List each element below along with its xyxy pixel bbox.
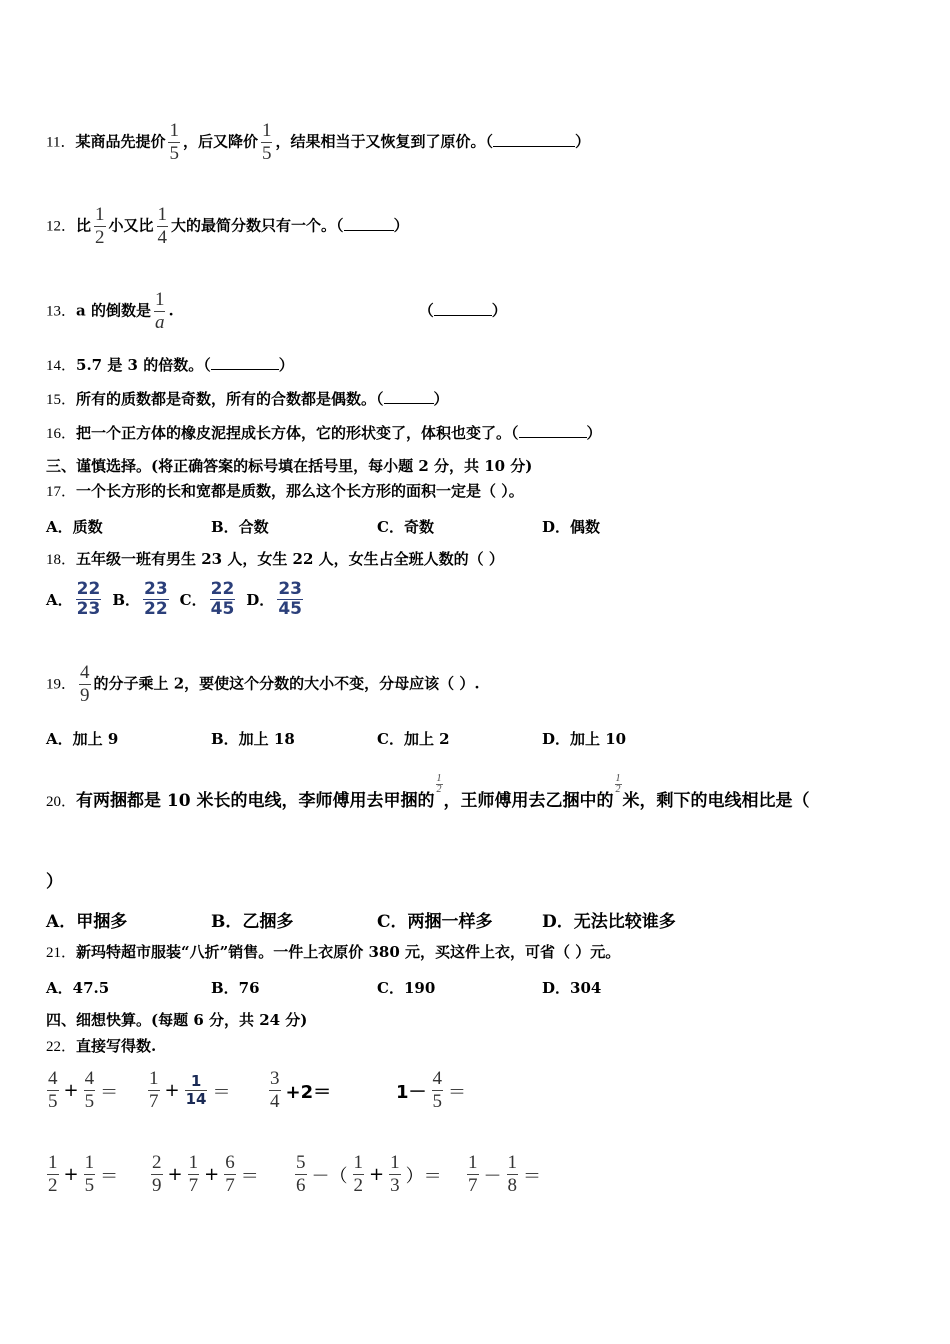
operator: 1－ (396, 1081, 427, 1103)
question-number: 12． (46, 218, 77, 235)
option-row (46, 580, 306, 619)
expression (464, 1152, 543, 1197)
fraction (210, 580, 236, 619)
option-b[interactable] (112, 580, 171, 619)
numerator: 1 (149, 1068, 159, 1089)
fraction (467, 1152, 479, 1197)
question-number: 21． (46, 945, 77, 961)
option-d[interactable]: D．无法比较谁多 (542, 912, 676, 932)
fraction (154, 289, 166, 334)
fraction (224, 1152, 236, 1197)
question-11 (46, 120, 590, 165)
option-d[interactable] (246, 580, 306, 619)
expression (394, 1068, 468, 1113)
option-a[interactable]: A．质数 (46, 518, 103, 536)
numerator: 1 (169, 120, 179, 141)
option-a[interactable] (46, 580, 104, 619)
question-18 (46, 550, 504, 569)
numerator: 2 (152, 1152, 162, 1173)
operator: + (63, 1164, 79, 1185)
numerator: 4 (432, 1068, 443, 1089)
option-a[interactable]: A．47.5 (46, 979, 110, 997)
fraction (94, 204, 106, 249)
denominator: 2 (95, 227, 105, 248)
question-14 (46, 355, 294, 375)
numerator: 1 (188, 1152, 199, 1173)
option-d[interactable]: D．偶数 (542, 518, 601, 536)
expression (44, 1068, 120, 1113)
question-22 (46, 1037, 156, 1056)
question-text: ，王师傅用去乙捆中的 (443, 791, 614, 811)
equals: ＝ (523, 1165, 541, 1187)
fraction (389, 1152, 401, 1197)
answer-blank[interactable] (519, 423, 587, 438)
fraction (157, 204, 169, 249)
question-number: 15． (46, 392, 77, 408)
question-17 (46, 482, 524, 501)
denominator: a (154, 312, 165, 333)
fraction (168, 120, 180, 165)
question-16 (46, 423, 602, 443)
question-text: ，后又降价 (182, 132, 258, 151)
operator: － (483, 1165, 502, 1187)
question-text: 5.7 是 3 的倍数。（ (76, 356, 211, 374)
numerator: 1 (507, 1152, 517, 1173)
denominator: 2 (353, 1175, 363, 1196)
fraction (261, 120, 273, 165)
denominator: 6 (296, 1175, 306, 1196)
denominator: 9 (80, 685, 90, 706)
equals: ＝ (212, 1081, 231, 1103)
fraction (507, 1152, 519, 1197)
denominator: 45 (210, 599, 235, 619)
fraction (277, 580, 303, 619)
question-text: 新玛特超市服装“八折”销售。一件上衣原价 380 元，买这件上衣，可省（ ）元。 (76, 943, 621, 961)
denominator: 5 (261, 143, 272, 164)
option-label: D． (246, 591, 275, 609)
fraction (432, 1068, 444, 1113)
operator: －（ (311, 1165, 348, 1187)
question-text: 所有的质数都是奇数，所有的合数都是偶数。（ (76, 390, 384, 408)
question-text: ） (278, 356, 294, 374)
question-text: 大的最简分数只有一个。（ (171, 216, 344, 235)
denominator: 2 (615, 784, 621, 795)
section-3-heading: 三、谨慎选择。(将正确答案的标号填在括号里，每小题 2 分，共 10 分) (46, 457, 533, 475)
numerator: 23 (278, 579, 302, 599)
denominator: 7 (225, 1175, 235, 1196)
question-20-close: ） (46, 872, 63, 892)
denominator: 22 (144, 599, 168, 619)
numerator: 1 (84, 1152, 95, 1173)
operator: +2＝ (285, 1081, 332, 1103)
question-21 (46, 943, 620, 962)
denominator: 45 (278, 599, 302, 619)
numerator: 22 (76, 579, 101, 599)
question-text: 把一个正方体的橡皮泥捏成长方体，它的形状变了，体积也变了。（ (76, 424, 519, 442)
question-text: . (168, 301, 174, 320)
numerator: 1 (95, 204, 105, 225)
question-text: ） (575, 132, 591, 151)
question-text: 某商品先提价 (75, 132, 166, 151)
numerator: 1 (390, 1152, 400, 1173)
numerator: 1 (48, 1152, 58, 1173)
numerator: 1 (261, 120, 272, 141)
fraction (79, 662, 91, 707)
denominator: 9 (152, 1175, 162, 1196)
expression (148, 1152, 261, 1197)
operator: + (164, 1080, 180, 1101)
fraction (143, 580, 169, 619)
equals: ＝ (240, 1165, 259, 1187)
equals: ）＝ (405, 1165, 442, 1187)
numerator: 3 (270, 1068, 280, 1089)
fraction (436, 774, 443, 795)
numerator: 1 (190, 1072, 202, 1090)
question-15 (46, 389, 449, 409)
fraction (269, 1068, 281, 1113)
expression (145, 1068, 232, 1113)
question-text: 一个长方形的长和宽都是质数，那么这个长方形的面积一定是（ ）。 (76, 482, 524, 500)
question-text: 的分子乘上 2，要使这个分数的大小不变，分母应该（ ）. (93, 674, 480, 693)
question-number: 16． (46, 426, 77, 442)
option-b[interactable]: B．加上 18 (211, 730, 295, 748)
equals: ＝ (100, 1081, 119, 1103)
numerator: 1 (157, 204, 168, 225)
operator: + (167, 1164, 183, 1185)
answer-blank[interactable] (384, 389, 434, 404)
option-a[interactable]: A．甲捆多 (46, 912, 128, 932)
fraction (84, 1152, 96, 1197)
question-text: 五年级一班有男生 23 人，女生 22 人，女生占全班人数的（ ） (76, 550, 504, 568)
denominator: 5 (84, 1091, 95, 1112)
equals: ＝ (448, 1081, 467, 1103)
denominator: 5 (48, 1091, 58, 1112)
fraction (615, 774, 622, 795)
fraction (84, 1068, 96, 1113)
fraction (47, 1152, 59, 1197)
answer-blank[interactable] (434, 301, 492, 316)
fraction (151, 1152, 163, 1197)
denominator: 7 (468, 1175, 478, 1196)
numerator: 5 (296, 1152, 306, 1173)
question-text: 小又比 (108, 216, 154, 235)
denominator: 4 (157, 227, 168, 248)
question-text: ） (586, 424, 602, 442)
answer-blank[interactable] (211, 355, 279, 370)
option-c[interactable]: C．奇数 (377, 518, 434, 536)
question-text: ） (491, 301, 507, 320)
question-text: 直接写得数. (76, 1037, 157, 1055)
answer-blank[interactable] (493, 132, 575, 147)
question-12 (46, 204, 409, 249)
option-label: B． (112, 591, 140, 609)
option-label: A． (46, 591, 73, 609)
operator: + (204, 1164, 220, 1185)
option-d[interactable]: D．304 (542, 979, 602, 997)
question-text: ） (433, 390, 449, 408)
option-b[interactable]: B．乙捆多 (211, 912, 294, 932)
denominator: 7 (149, 1091, 159, 1112)
question-number: 11． (46, 134, 76, 151)
denominator: 8 (507, 1175, 517, 1196)
denominator: 3 (390, 1175, 400, 1196)
expression (44, 1152, 120, 1197)
question-20 (46, 773, 810, 813)
operator: + (63, 1080, 79, 1101)
question-number: 13． (46, 303, 77, 320)
question-13 (46, 289, 507, 334)
question-text: ，结果相当于又恢复到了原价。（ (275, 132, 493, 151)
option-a[interactable]: A．加上 9 (46, 730, 119, 748)
question-number: 14． (46, 358, 77, 374)
question-text: 比 (76, 216, 92, 235)
fraction (295, 1152, 307, 1197)
question-text: 有两捆都是 10 米长的电线，李师傅用去甲捆的 (76, 791, 435, 811)
option-d[interactable]: D．加上 10 (542, 730, 627, 748)
numerator: 1 (353, 1152, 363, 1173)
numerator: 23 (144, 579, 168, 599)
question-text: （ (418, 301, 434, 320)
option-label: C． (179, 591, 207, 609)
question-number: 17． (46, 484, 77, 500)
fraction (76, 580, 102, 619)
denominator: 2 (48, 1175, 58, 1196)
answer-blank[interactable] (344, 216, 394, 231)
option-b[interactable]: B．76 (211, 979, 260, 997)
numerator: 4 (84, 1068, 95, 1089)
numerator: 4 (80, 662, 90, 683)
operator: + (369, 1164, 385, 1185)
question-number: 22． (46, 1039, 77, 1055)
denominator: 5 (432, 1091, 443, 1112)
option-b[interactable]: B．合数 (211, 518, 269, 536)
denominator: 5 (169, 143, 179, 164)
option-c[interactable] (180, 580, 239, 619)
denominator: 4 (270, 1091, 280, 1112)
question-text: a 的倒数是 (76, 301, 151, 320)
denominator: 2 (436, 784, 442, 795)
fraction (188, 1152, 200, 1197)
question-number: 20． (46, 794, 77, 810)
expression (292, 1152, 444, 1197)
option-c[interactable]: C．190 (377, 979, 436, 997)
option-c[interactable]: C．两捆一样多 (377, 912, 493, 932)
numerator: 1 (154, 289, 165, 310)
expression (266, 1068, 333, 1113)
numerator: 4 (48, 1068, 58, 1089)
question-number: 18． (46, 552, 77, 568)
numerator: 1 (468, 1152, 478, 1173)
denominator: 7 (188, 1175, 199, 1196)
question-text: ） (393, 216, 409, 235)
option-c[interactable]: C．加上 2 (377, 730, 450, 748)
equals: ＝ (100, 1165, 119, 1187)
numerator: 6 (225, 1152, 235, 1173)
numerator: 1 (615, 773, 621, 784)
question-number: 19． (46, 676, 77, 693)
denominator: 23 (76, 599, 101, 619)
question-19 (46, 662, 480, 707)
section-4-heading: 四、细想快算。(每题 6 分，共 24 分) (46, 1011, 308, 1029)
fraction (47, 1068, 59, 1113)
fraction (353, 1152, 365, 1197)
denominator: 14 (185, 1090, 207, 1108)
numerator: 1 (436, 773, 442, 784)
fraction (185, 1073, 208, 1108)
denominator: 5 (84, 1175, 95, 1196)
fraction (148, 1068, 160, 1113)
numerator: 22 (210, 579, 235, 599)
question-text: 米，剩下的电线相比是（ (622, 791, 810, 811)
